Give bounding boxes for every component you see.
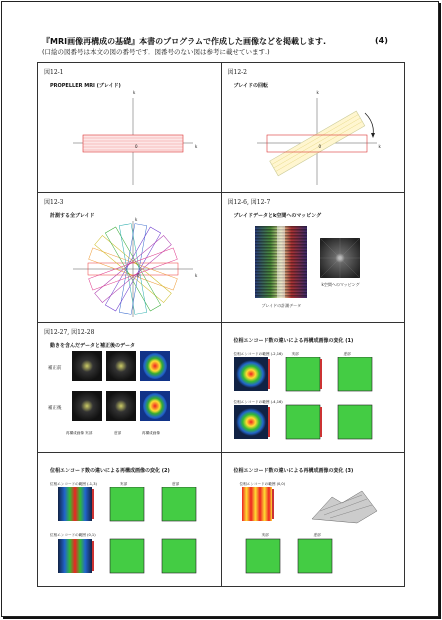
kx-axis-label: k — [378, 144, 381, 149]
ky-axis-label: k — [316, 90, 319, 95]
figure-cell-phase-encode-1 — [221, 323, 405, 453]
figure-label: 図12-27, 図12-28 — [44, 329, 95, 336]
range-label-a: 位相エンコードの範囲 (-2,16) — [233, 352, 283, 356]
figure-title: PROPELLER MRI (ブレイド) — [50, 83, 121, 89]
row-label-before: 補正前 — [48, 366, 62, 371]
figure-label: 図12-6, 図12-7 — [227, 199, 271, 206]
figure-label: 図12-3 — [44, 199, 64, 206]
figure-grid — [37, 62, 405, 587]
figure-cell-12-2 — [221, 63, 405, 193]
phase-encode-images-3 — [242, 487, 392, 579]
page-number: (4) — [375, 36, 388, 45]
phase-encode-images-1 — [234, 357, 384, 447]
col-label-real: 実部 — [261, 533, 269, 537]
figure-cell-12-3 — [38, 193, 222, 323]
figure-title: 計測する全ブレイド — [50, 213, 95, 219]
kspace-mapping-caption: k空間へのマッピング — [321, 282, 360, 287]
kx-axis-label: k — [195, 144, 198, 149]
col-label-real: 実部 — [291, 352, 299, 356]
all-blades-figure — [68, 219, 198, 319]
ky-axis-label: k — [133, 90, 136, 95]
kx-axis-label: k — [195, 273, 198, 278]
col-label-imag: 虚部 — [313, 533, 321, 537]
kspace-mapping-image — [320, 238, 360, 278]
figure-label: 図12-1 — [44, 69, 64, 76]
document-note: (口絵の図番号は本文の図の番号です．図番号のない図は参考に載せています.) — [42, 48, 270, 56]
origin-label: 0 — [318, 144, 322, 149]
figure-title: 位相エンコード数の違いによる再構成画像の変化 (3) — [233, 468, 354, 474]
col-label-real: 実部 — [120, 482, 128, 486]
figure-title: 位相エンコード数の違いによる再構成画像の変化 (2) — [50, 468, 170, 474]
ky-axis-label: k — [135, 217, 138, 222]
figure-title: ブレイドの回転 — [233, 83, 269, 89]
phase-encode-images-2 — [58, 487, 208, 579]
col-label-imag: 虚部 — [172, 482, 180, 486]
propeller-blade-figure — [63, 93, 203, 188]
figure-cell-12-27-12-28 — [38, 323, 222, 453]
col-label-real: 再構成画像 実部 — [66, 431, 93, 435]
figure-title: 位相エンコード数の違いによる再構成画像の変化 (1) — [233, 338, 354, 344]
figure-title: 動きを含んだデータと補正後のデータ — [50, 343, 136, 349]
blade-data-image — [255, 226, 307, 298]
col-label-recon: 再構成画像 — [142, 431, 160, 435]
document-title: 『MRI画像再構成の基礎』本書のプログラムで作成した画像などを掲載します. — [42, 37, 327, 46]
origin-label: 0 — [137, 273, 140, 278]
motion-correction-images — [72, 351, 217, 429]
range-label-b: 位相エンコードの範囲 (-4,16) — [233, 400, 283, 404]
col-label-imag: 虚部 — [114, 431, 122, 435]
blade-rotation-figure — [247, 93, 387, 188]
figure-cell-phase-encode-2 — [38, 453, 222, 587]
range-label-a: 位相エンコードの範囲 (-1,3) — [50, 482, 97, 486]
range-label-a: 位相エンコードの範囲 (0,0) — [239, 482, 286, 486]
figure-cell-12-1 — [38, 63, 222, 193]
figure-label: 図12-2 — [227, 69, 247, 76]
blade-data-caption: ブレイドの計測データ — [261, 303, 302, 308]
range-label-b: 位相エンコードの範囲 (0,1) — [50, 533, 96, 537]
figure-title: ブレイドデータとk空間へのマッピング — [233, 213, 322, 219]
row-label-after: 補正後 — [48, 406, 62, 411]
figure-cell-phase-encode-3 — [221, 453, 405, 587]
origin-label: 0 — [135, 144, 138, 149]
figure-cell-12-6-12-7 — [221, 193, 405, 323]
col-label-imag: 虚部 — [343, 352, 351, 356]
document-page — [1, 1, 439, 617]
